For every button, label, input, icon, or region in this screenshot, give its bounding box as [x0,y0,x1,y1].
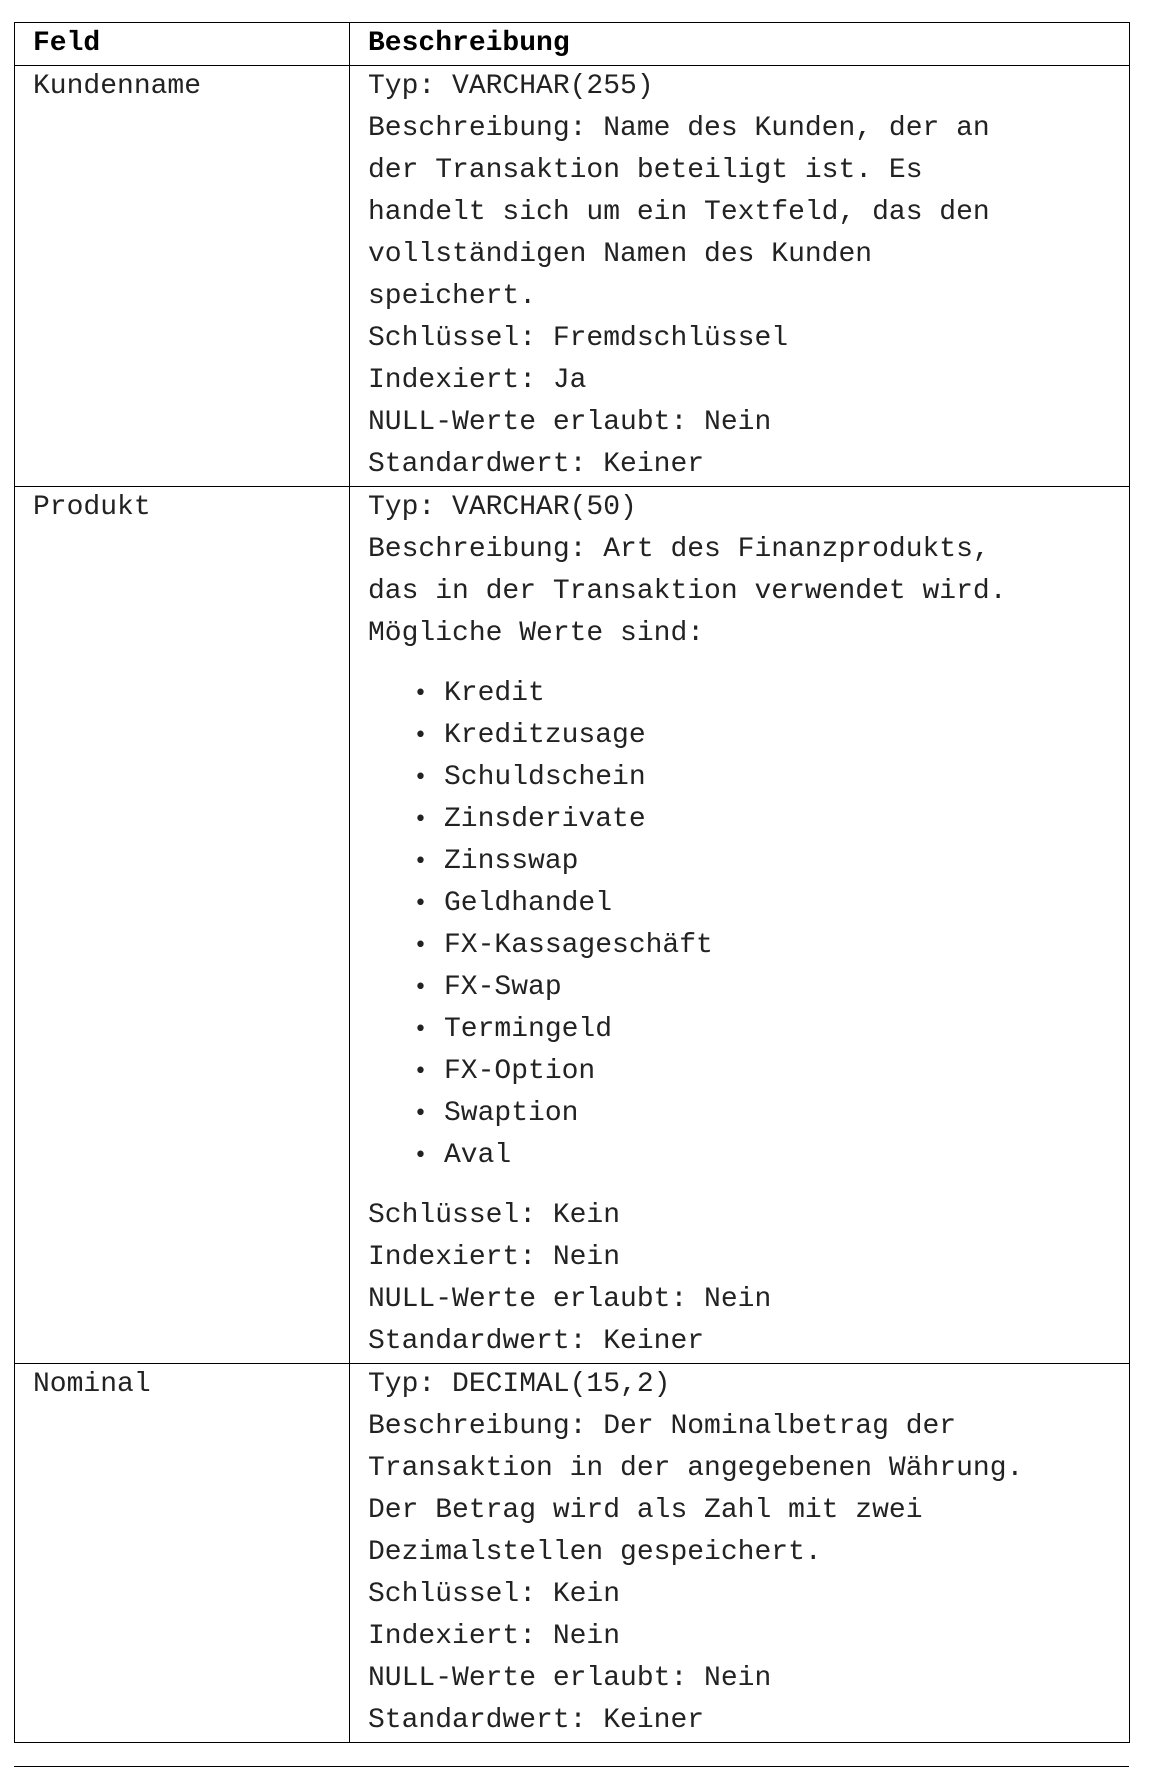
description-line: NULL-Werte erlaubt: Nein [368,1284,772,1315]
description-line: Beschreibung: Der Nominalbetrag der [368,1411,957,1442]
list-item [408,757,1123,799]
bullet-icon: • [414,765,427,790]
description-line: Typ: VARCHAR(50) [368,492,637,523]
bullet-icon: • [414,849,427,874]
field-name-cell: Kundenname [15,66,350,487]
list-item-label: Kredit [444,678,545,709]
bullet-icon: • [414,1101,427,1126]
description-line: Schlüssel: Kein [368,1579,621,1610]
list-item [408,883,1123,925]
field-name-cell: Nominal [15,1364,350,1743]
list-item-label: FX-Kassageschäft [444,930,713,961]
description-line: Beschreibung: Name des Kunden, der an [368,113,990,144]
bullet-icon: • [414,933,427,958]
list-item [408,1135,1123,1177]
description-line: Dezimalstellen gespeichert. [368,1537,822,1568]
list-item [408,715,1123,757]
list-item-label: Geldhandel [444,888,613,919]
description-line: der Transaktion beteiligt ist. Es [368,155,923,186]
description-line: speichert. [368,281,537,312]
description-line: NULL-Werte erlaubt: Nein [368,1663,772,1694]
list-item [408,1009,1123,1051]
description-line: Beschreibung: Art des Finanzprodukts, [368,534,990,565]
list-item-label: Zinsderivate [444,804,646,835]
bullet-icon: • [414,975,427,1000]
list-item [408,673,1123,715]
list-item-label: Swaption [444,1098,579,1129]
product-values-list [368,673,1123,1177]
bullet-icon: • [414,1059,427,1084]
description-line: Standardwert: Keiner [368,449,705,480]
column-header-description: Beschreibung [350,23,1130,66]
bullet-icon: • [414,891,427,916]
table-row [15,487,1130,1364]
bullet-icon: • [414,1017,427,1042]
table-row [15,66,1130,487]
description-line: das in der Transaktion verwendet wird. [368,576,1007,607]
list-item-label: Kreditzusage [444,720,646,751]
description-cell [350,1364,1130,1743]
description-line: Schlüssel: Kein [368,1200,621,1231]
description-line: Typ: VARCHAR(255) [368,71,654,102]
description-line: NULL-Werte erlaubt: Nein [368,407,772,438]
description-line: handelt sich um ein Textfeld, das den [368,197,990,228]
description-line: vollständigen Namen des Kunden [368,239,873,270]
field-description-table [14,22,1130,1743]
list-item-label: Schuldschein [444,762,646,793]
description-line: Mögliche Werte sind: [368,618,705,649]
bullet-icon: • [414,681,427,706]
bullet-icon: • [414,1143,427,1168]
list-item [408,799,1123,841]
bullet-icon: • [414,723,427,748]
list-item-label: FX-Option [444,1056,596,1087]
list-item [408,967,1123,1009]
description-line: Typ: DECIMAL(15,2) [368,1369,671,1400]
list-item-label: Termingeld [444,1014,613,1045]
description-line: Indexiert: Nein [368,1242,621,1273]
table-header-row [15,23,1130,66]
list-item [408,841,1123,883]
page-bottom-rule [14,1766,1129,1767]
list-item-label: Aval [444,1140,512,1171]
column-header-field: Feld [15,23,350,66]
description-cell [350,66,1130,487]
description-line: Transaktion in der angegebenen Währung. [368,1453,1024,1484]
description-line: Indexiert: Nein [368,1621,621,1652]
list-item [408,925,1123,967]
field-name-cell: Produkt [15,487,350,1364]
description-cell [350,487,1130,1364]
description-line: Standardwert: Keiner [368,1326,705,1357]
bullet-icon: • [414,807,427,832]
description-line: Schlüssel: Fremdschlüssel [368,323,789,354]
list-item [408,1051,1123,1093]
description-line: Indexiert: Ja [368,365,587,396]
table-row [15,1364,1130,1743]
list-item [408,1093,1123,1135]
list-item-label: Zinsswap [444,846,579,877]
description-line: Standardwert: Keiner [368,1705,705,1736]
description-line: Der Betrag wird als Zahl mit zwei [368,1495,923,1526]
list-item-label: FX-Swap [444,972,562,1003]
